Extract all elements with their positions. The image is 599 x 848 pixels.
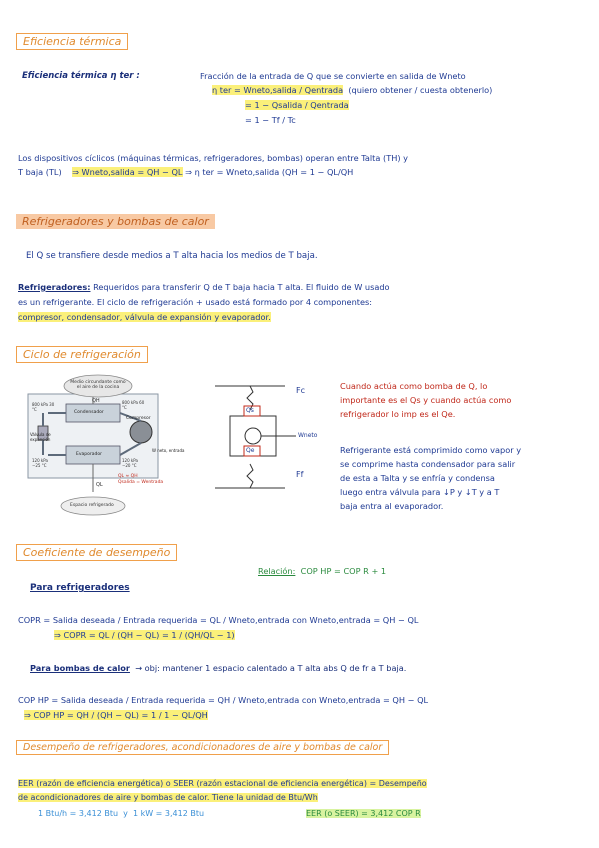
eer-line-2: de acondicionadores de aire y bombas de calor. Tiene la unidad de Btu/Wh bbox=[18, 793, 318, 802]
fig-w-entrada: W neto, entrada bbox=[152, 448, 185, 453]
refrigeradores-line-2: es un refrigerante. El ciclo de refrigeración + usado está formado por 4 componentes: bbox=[18, 297, 373, 307]
section-title-ciclo: Ciclo de refrigeración bbox=[16, 346, 148, 363]
fig-p800a: 800 kPa 30 °C bbox=[32, 402, 55, 412]
fig-medio-top: Medio circundante como el aire de la cocina bbox=[70, 380, 126, 390]
schema-fc: Fc bbox=[296, 386, 305, 395]
relacion: Relación: COP HP = COP R + 1 bbox=[258, 566, 387, 576]
fig-p800b: 800 kPa 60 °C bbox=[122, 400, 145, 410]
eer-line-1: EER (razón de eficiencia energética) o SEER (razón estacional de eficiencia energética) = Desempeño bbox=[18, 779, 427, 788]
bombas-calor-line: Para bombas de calor → obj: mantener 1 espacio calentado a T alta abs Q de fr a T baja. bbox=[30, 663, 407, 673]
cycle-schematic bbox=[210, 372, 330, 522]
fig-p120b: 120 kPa −20 °C bbox=[122, 458, 138, 468]
fig-ql: QL bbox=[96, 482, 103, 488]
explain-3: de esta a Talta y se enfría y condensa bbox=[340, 473, 495, 483]
cop-r-line-1: COPR = Salida deseada / Entrada requerida = QL / Wneto,entrada con Wneto,entrada = QH − QL bbox=[18, 615, 419, 625]
eer-line-3: 1 Btu/h = 3,412 Btu y 1 kW = 3,412 Btu bbox=[38, 809, 205, 818]
cop-hp-line-1: COP HP = Salida deseada / Entrada requerida = QH / Wneto,entrada con Wneto,entrada = QH − QL bbox=[18, 695, 429, 705]
explain-2: se comprime hasta condensador para salir bbox=[340, 459, 516, 469]
eficiencia-label: Eficiencia térmica η ter : bbox=[22, 71, 140, 81]
eficiencia-formula-2: = 1 − Qsalida / Qentrada bbox=[245, 100, 349, 110]
explain-red-3: refrigerador lo imp es el Qe. bbox=[340, 409, 456, 419]
fig-note-red-1: QL ≈ QH bbox=[118, 474, 138, 479]
eer-formula: EER (o SEER) = 3,412 COP R bbox=[306, 809, 421, 818]
fig-p120a: 120 kPa −25 °C bbox=[32, 458, 48, 468]
explain-1: Refrigerante está comprimido como vapor y bbox=[340, 445, 522, 455]
dispositivos-line-1: Los dispositivos cíclicos (máquinas térmicas, refrigeradores, bombas) operan entre Talta (TH) y bbox=[18, 153, 408, 163]
fig-note-red-2: Qsalida = Wentrada bbox=[118, 480, 164, 485]
dispositivos-line-2: T baja (TL) ⇒ Wneto,salida = QH − QL ⇒ η ter = Wneto,salida (QH = 1 − QL/QH bbox=[18, 167, 354, 177]
schema-qs: Qs bbox=[246, 407, 254, 414]
fig-espacio: Espacio refrigerado bbox=[70, 503, 114, 508]
explain-red-2: importante es el Qs y cuando actúa como bbox=[340, 395, 512, 405]
eficiencia-def: Fracción de la entrada de Q que se convierte en salida de Wneto bbox=[200, 71, 466, 81]
fig-valvula: Válvula de expansión bbox=[30, 432, 51, 442]
section-title-coeficiente: Coeficiente de desempeño bbox=[16, 544, 177, 561]
cycle-schematic-svg bbox=[210, 372, 330, 522]
explain-4: luego entra válvula para ↓P y ↓T y a T bbox=[340, 487, 500, 497]
refrigeradores-line-1: Refrigeradores: Requeridos para transferir Q de T baja hacia T alta. El fluido de W usado bbox=[18, 282, 390, 292]
section-title-desempeno: Desempeño de refrigeradores, acondicionadores de aire y bombas de calor bbox=[16, 740, 389, 755]
explain-5: baja entra al evaporador. bbox=[340, 501, 444, 511]
schema-wneto: Wneto bbox=[298, 432, 318, 439]
transferencia-text: El Q se transfiere desde medios a T alta hacia los medios de T baja. bbox=[26, 251, 318, 261]
explain-red-1: Cuando actúa como bomba de Q, lo bbox=[340, 381, 488, 391]
schema-qe: Qe bbox=[246, 447, 255, 454]
section-title-refrigeradores: Refrigeradores y bombas de calor bbox=[16, 214, 215, 229]
refrigeration-cycle-figure bbox=[18, 374, 185, 522]
eficiencia-formula-1: η ter = Wneto,salida / Qentrada (quiero obtener / cuesta obtenerlo) bbox=[212, 85, 493, 95]
fig-condensador: Condensador bbox=[74, 410, 104, 415]
fig-qh: QH bbox=[92, 398, 100, 404]
fig-evaporador: Evaporador bbox=[76, 452, 102, 457]
cop-r-line-2: ⇒ COPR = QL / (QH − QL) = 1 / (QH/QL − 1) bbox=[54, 630, 235, 640]
cop-hp-line-2: ⇒ COP HP = QH / (QH − QL) = 1 / 1 − QL/QH bbox=[24, 710, 208, 720]
schema-ff: Ff bbox=[296, 470, 304, 479]
eficiencia-formula-3: = 1 − Tf / Tc bbox=[245, 115, 296, 125]
sub-refrigeradores: Para refrigeradores bbox=[30, 583, 130, 593]
refrigeradores-line-3: compresor, condensador, válvula de expansión y evaporador. bbox=[18, 312, 271, 322]
fig-compresor: Compresor bbox=[126, 416, 151, 421]
section-title-eficiencia: Eficiencia térmica bbox=[16, 33, 128, 50]
